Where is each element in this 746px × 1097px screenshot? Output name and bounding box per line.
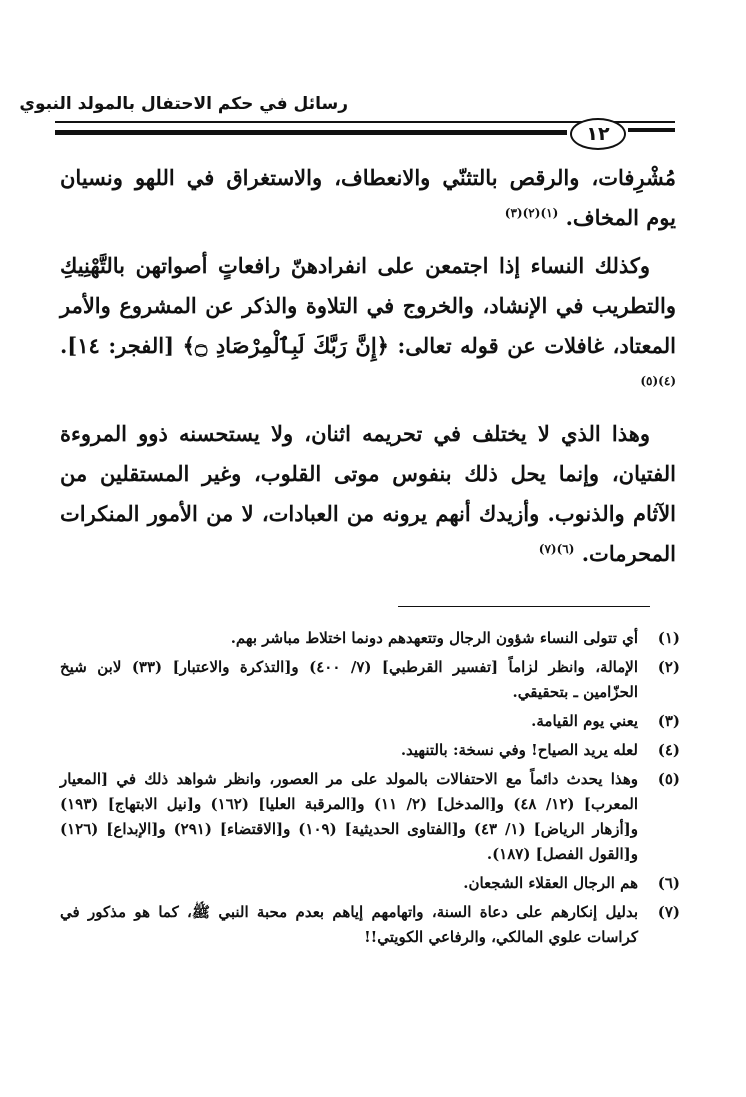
footnote-item bbox=[60, 626, 680, 651]
paragraph-3 bbox=[60, 414, 676, 574]
footnote-number: (٥) bbox=[657, 770, 680, 788]
running-header-title: رسائل في حكم الاحتفال بالمولد النبوي bbox=[19, 94, 348, 114]
footnote-text: الإمالة، وانظر لزاماً [تفسير القرطبي] (٧/ ٤٠٠) و[التذكرة والاعتبار] (٣٣) لابن شيخ الحزّامين ـ بتحقيقي. bbox=[60, 658, 638, 701]
header-rule-bar-right bbox=[628, 128, 675, 132]
footnote-number: (٣) bbox=[657, 712, 680, 730]
footnote-mark: (٦) bbox=[556, 542, 575, 556]
footnote-text: وهذا يحدث دائماً مع الاحتفالات بالمولد على مر العصور، وانظر شواهد ذلك في [المعيار المعرب] (١٢/ ٤٨) و[المدخل] (٢/ ١١) و[المرقبة العليا] (١٦٢) و[نيل الابتهاج] (١٩٣) و[أزهار الرياض] (١/ ٤٣) و[الفتاوى الحديثية] (١٠٩) و[الاقتضاء] (٢٩١) و[الإبداع] (١٢٦) و[القول الفصل] (١٨٧). bbox=[60, 770, 639, 863]
footnote-number: (٤) bbox=[657, 741, 680, 759]
paragraph-1-text: مُشْرِفات، والرقص بالتثنّي والانعطاف، والاستغراق في اللهو ونسيان يوم المخاف. bbox=[60, 165, 676, 230]
footnote-mark: (٧) bbox=[538, 542, 557, 556]
footnote-separator bbox=[398, 606, 650, 607]
paragraph-1 bbox=[60, 158, 676, 238]
footnote-mark: (٤) bbox=[658, 374, 676, 388]
footnote-item bbox=[60, 738, 680, 763]
footnote-mark: (٥) bbox=[640, 374, 659, 388]
footnote-text: بدليل إنكارهم على دعاة السنة، واتهامهم إياهم بعدم محبة النبي ﷺ، كما هو مذكور في كراسات علوي المالكي، والرفاعي الكويتي!! bbox=[60, 903, 638, 946]
footnote-item bbox=[60, 871, 680, 896]
paragraph-2 bbox=[60, 246, 676, 406]
footnote-number: (١) bbox=[657, 629, 680, 647]
footnote-number: (٧) bbox=[657, 903, 680, 921]
footnote-number: (٦) bbox=[657, 874, 680, 892]
footnote-item bbox=[60, 655, 680, 705]
page-number: ١٢ bbox=[570, 118, 626, 150]
paragraph-3-text: وهذا الذي لا يختلف في تحريمه اثنان، ولا يستحسنه ذوو المروءة الفتيان، وإنما يحل ذلك بنفوس موتى القلوب، وغير المستقلين من الآثام والذنوب. وأزيدك أنهم يرونه من العبادات، لا من الأمور المنكرات المحرمات. bbox=[60, 421, 676, 566]
header-rule-bar-left bbox=[55, 130, 567, 135]
footnote-number: (٢) bbox=[657, 658, 680, 676]
footnote-text: هم الرجال العقلاء الشجعان. bbox=[463, 874, 638, 892]
footnote-item bbox=[60, 900, 680, 950]
footnote-mark: (٣) bbox=[504, 206, 523, 220]
footnote-text: لعله يريد الصياح! وفي نسخة: بالتنهيد. bbox=[400, 741, 638, 759]
footnote-item bbox=[60, 767, 680, 867]
footnote-mark: (٢) bbox=[522, 206, 541, 220]
footnote-text: يعني يوم القيامة. bbox=[531, 712, 638, 730]
footnote-mark: (١) bbox=[540, 206, 559, 220]
footnote-item bbox=[60, 709, 680, 734]
footnotes bbox=[60, 626, 680, 954]
paragraph-2-text: وكذلك النساء إذا اجتمعن على انفرادهنّ رافعاتٍ أصواتهن بالتَّهْنِيكِ والتطريب في الإنشاد، والخروج في التلاوة والذكر عن المشروع والأمر المعتاد، غافلات عن قوله تعالى: ﴿إِنَّ رَبَّكَ لَبِٱلْمِرْصَادِ ۝﴾ [الفجر: ١٤]. bbox=[60, 253, 676, 358]
footnote-text: أي تتولى النساء شؤون الرجال وتتعهدهم دونما اختلاط مباشر بهم. bbox=[230, 629, 638, 647]
main-text bbox=[60, 158, 676, 574]
